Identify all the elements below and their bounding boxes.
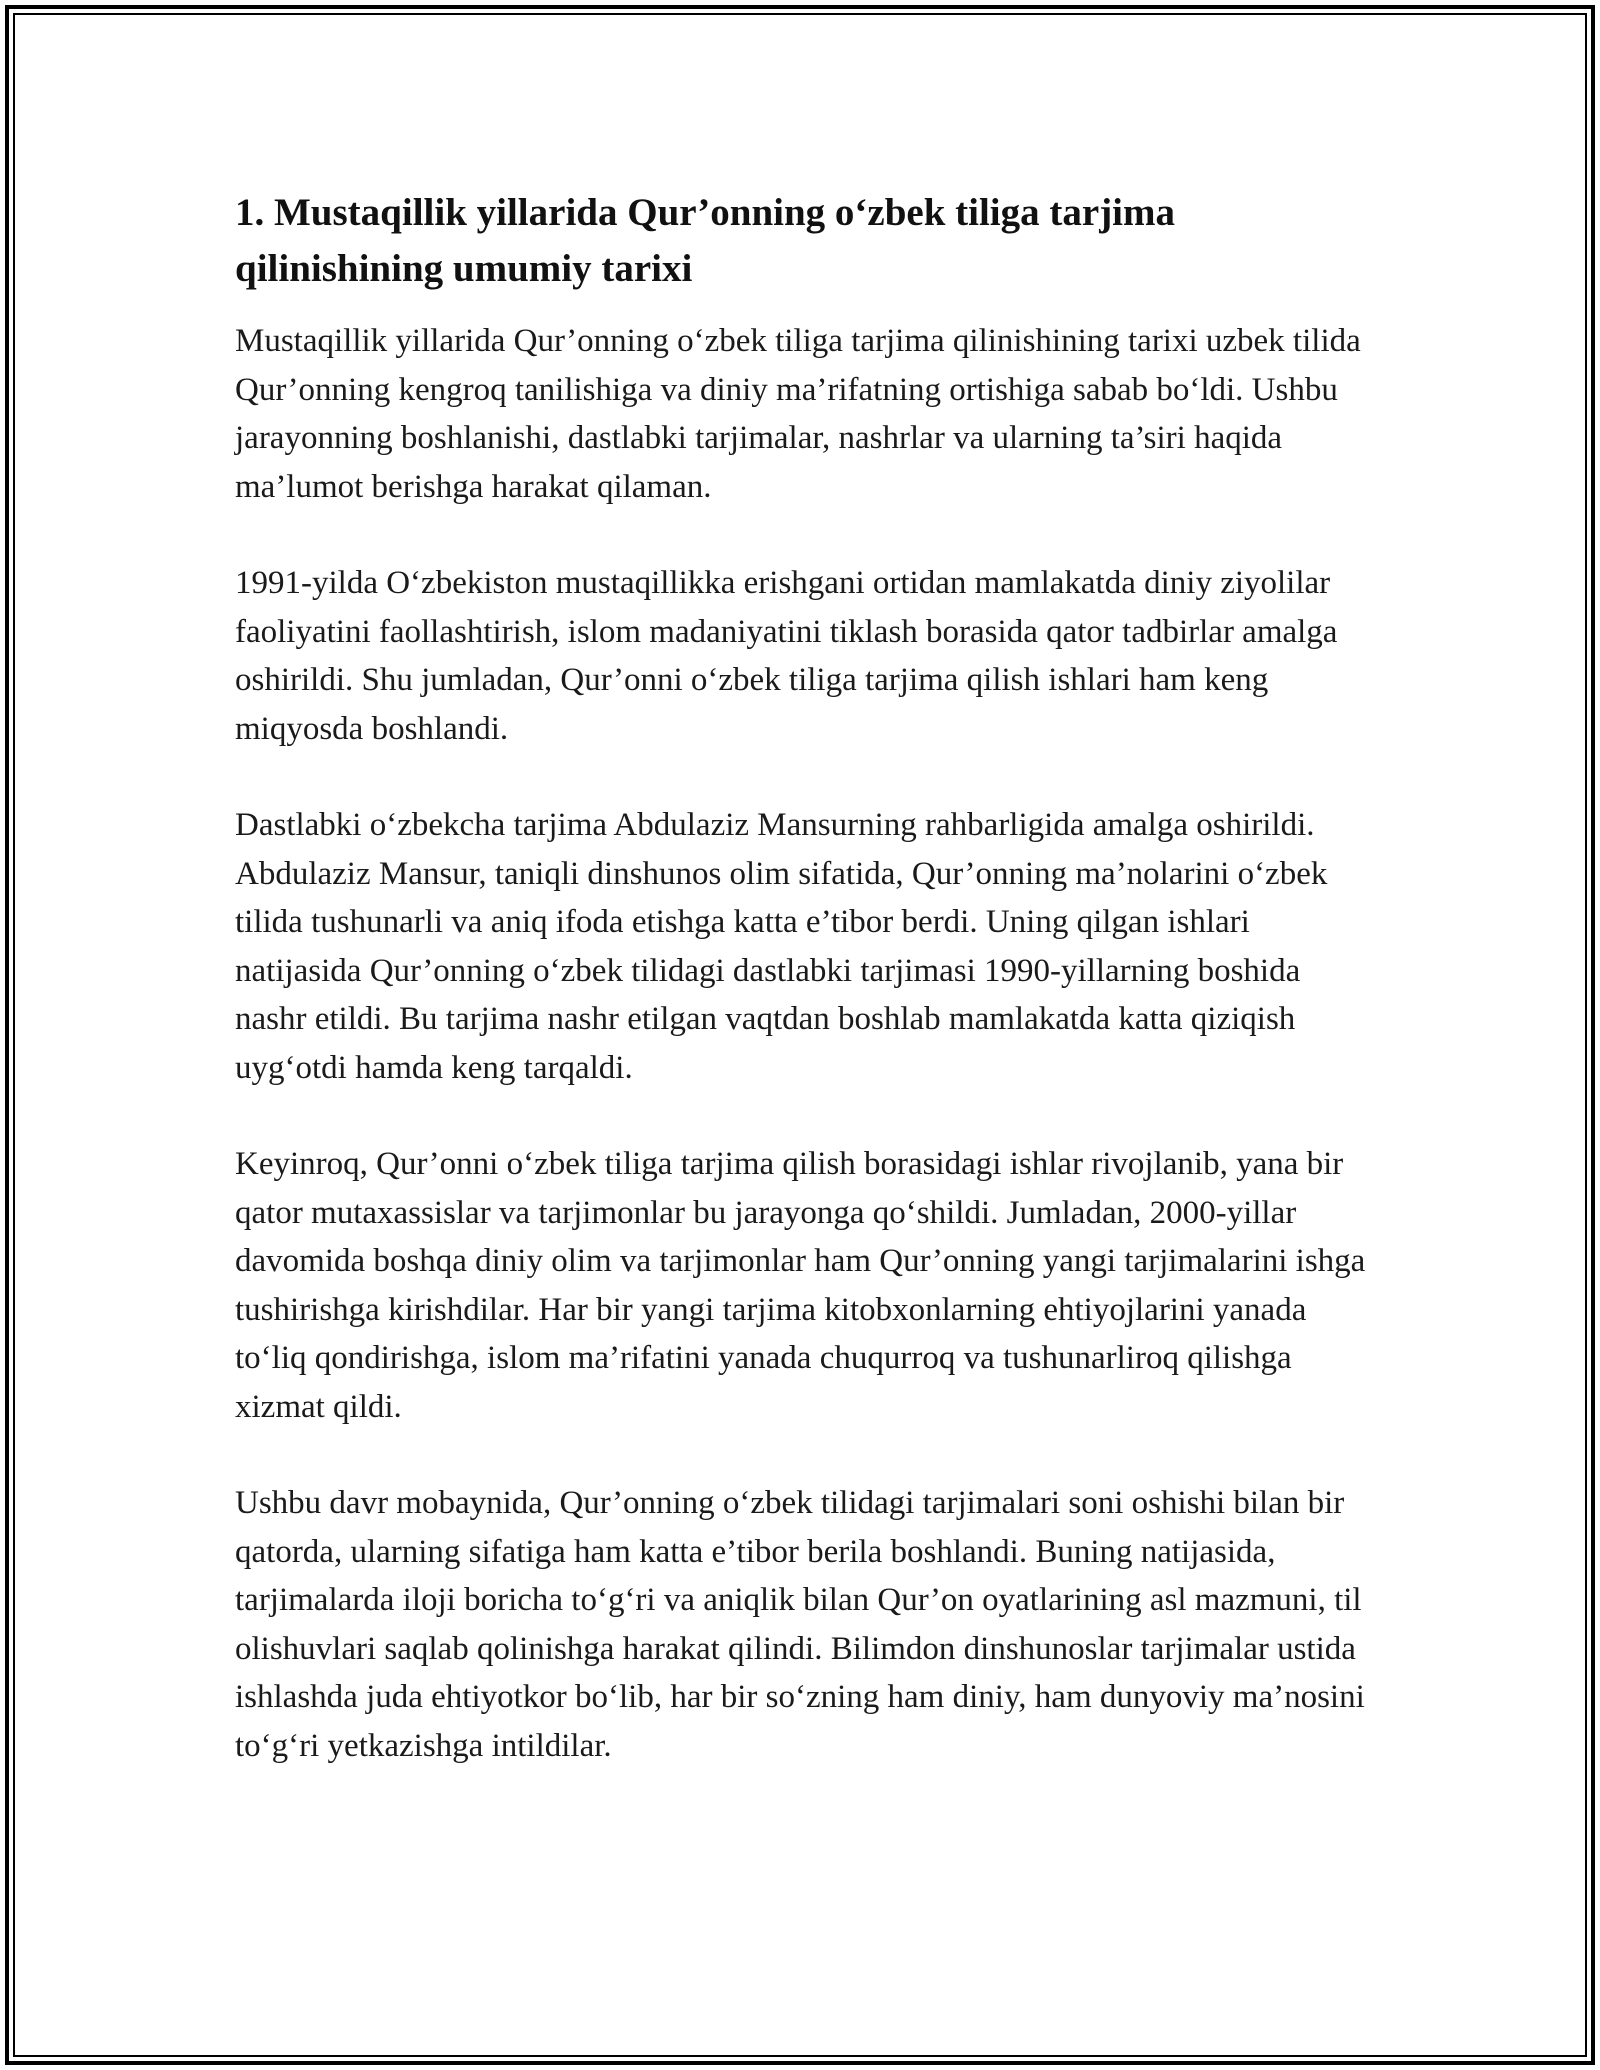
paragraph-3: Dastlabki o‘zbekcha tarjima Abdulaziz Mansurning rahbarligida amalga oshirildi. Abdulaziz Mansur, taniqli dinshunos olim sifatida, Qur’onning ma’nolarini o‘zbek tilida tushunarli va aniq ifoda etishga katta e’tibor berdi. Uning qilgan ishlari natijasida Qur’onning o‘zbek tilidagi dastlabki tarjimasi 1990-yillarning boshida nashr etildi. Bu tarjima nashr etilgan vaqtdan boshlab mamlakatda katta qiziqish uyg‘otdi hamda keng tarqaldi. — [235, 807, 1328, 1086]
section-heading: 1. Mustaqillik yillarida Qur’onning o‘zbek tiliga tarjima qilinishining umumiy tarixi — [235, 191, 1175, 290]
document-body — [235, 185, 1375, 1818]
paragraph-4: Keyinroq, Qur’onni o‘zbek tiliga tarjima qilish borasidagi ishlar rivojlanib, yana bir qator mutaxassislar va tarjimonlar bu jarayonga qo‘shildi. Jumladan, 2000-yillar davomida boshqa diniy olim va tarjimonlar ham Qur’onning yangi tarjimalarini ishga tushirishga kirishdilar. Har bir yangi tarjima kitobxonlarning ehtiyojlarini yanada to‘liq qondirishga, islom ma’rifatini yanada chuqurroq va tushunarliroq qilishga xizmat qildi. — [235, 1146, 1366, 1425]
paragraph-1: Mustaqillik yillarida Qur’onning o‘zbek tiliga tarjima qilinishining tarixi uzbek tilida Qur’onning kengroq tanilishiga va diniy ma’rifatning ortishiga sabab bo‘ldi. Ushbu jarayonning boshlanishi, dastlabki tarjimalar, nashrlar va ularning ta’siri haqida ma’lumot berishga harakat qilaman. — [235, 323, 1361, 505]
paragraph-5: Ushbu davr mobaynida, Qur’onning o‘zbek tilidagi tarjimalari soni oshishi bilan bir qatorda, ularning sifatiga ham katta e’tibor berila boshlandi. Buning natijasida, tarjimalarda iloji boricha to‘g‘ri va aniqlik bilan Qur’on oyatlarining asl mazmuni, til olishuvlari saqlab qolinishga harakat qilindi. Bilimdon dinshunoslar tarjimalar ustida ishlashda juda ehtiyotkor bo‘lib, har bir so‘zning ham diniy, ham dunyoviy ma’nosini to‘g‘ri yetkazishga intildilar. — [235, 1485, 1365, 1764]
paragraph-2: 1991-yilda O‘zbekiston mustaqillikka erishgani ortidan mamlakatda diniy ziyolilar faoliyatini faollashtirish, islom madaniyatini tiklash borasida qator tadbirlar amalga oshirildi. Shu jumladan, Qur’onni o‘zbek tiliga tarjima qilish ishlari ham keng miqyosda boshlandi. — [235, 565, 1338, 747]
